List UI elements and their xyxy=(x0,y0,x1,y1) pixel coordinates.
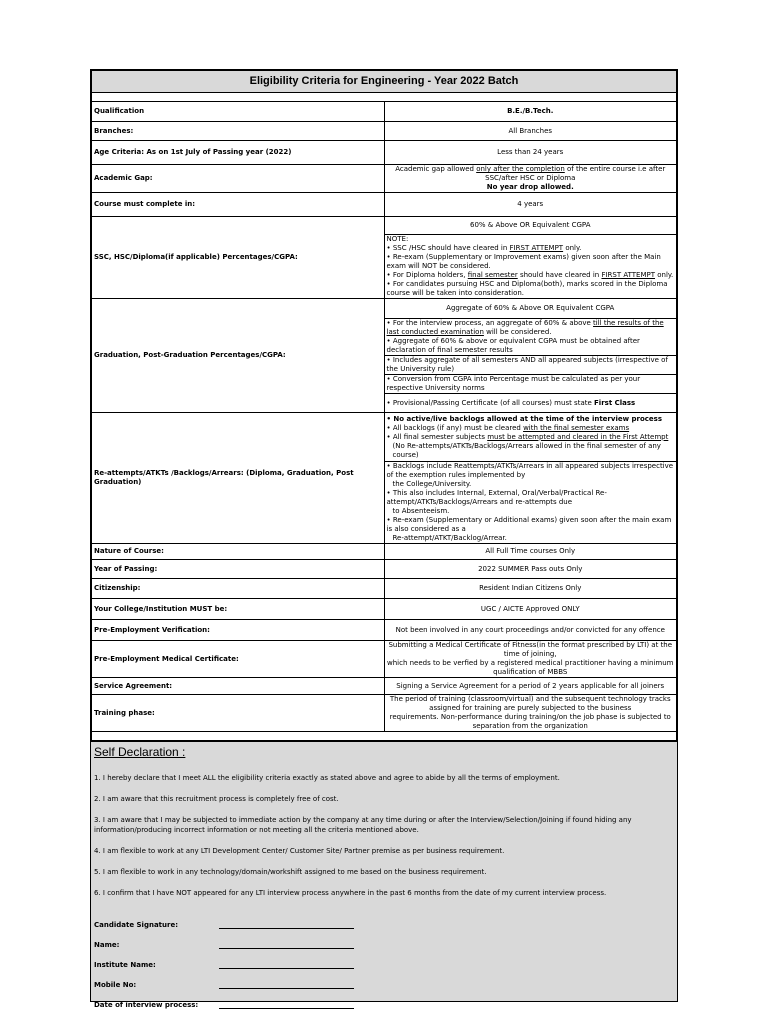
mobile-line[interactable] xyxy=(219,980,354,989)
field-signature xyxy=(94,909,674,929)
value-college: UGC / AICTE Approved ONLY xyxy=(384,599,677,620)
field-institute xyxy=(94,949,674,969)
name-line[interactable] xyxy=(219,940,354,949)
ssc-n3-ul2: FIRST ATTEMPT xyxy=(601,271,656,279)
row-year xyxy=(92,560,677,579)
reattempt-note-8: to Absenteeism. xyxy=(392,507,450,515)
declaration-item-2: 2. I am aware that this recruitment process is completely free of cost. xyxy=(94,795,339,803)
ssc-notes xyxy=(384,235,677,299)
reattempt-note-3 xyxy=(387,433,675,442)
label-training: Training phase: xyxy=(92,695,385,732)
declaration-item-1: 1. I hereby declare that I meet ALL the eligibility criteria exactly as stated above and agree to abide by all the terms of employment. xyxy=(94,774,560,782)
ssc-note-2: • Re-exam (Supplementary or Improvement exams) given soon after the Main exam will NOT be considered. xyxy=(386,253,661,270)
criteria-table xyxy=(91,70,677,741)
gap-no-drop: No year drop allowed. xyxy=(486,183,574,191)
field-label-signature: Candidate Signature: xyxy=(94,921,179,929)
gap-text-ul: only after the completion xyxy=(476,165,565,173)
reattempt-note-6: the College/University. xyxy=(392,480,472,488)
re-r2-ul: with the final semester exams xyxy=(523,423,630,432)
medical-line-1: Submitting a Medical Certificate of Fitness(in the format prescribed by LTI) at the time of joining, xyxy=(388,641,673,658)
field-label-mobile: Mobile No: xyxy=(94,981,137,989)
value-medical xyxy=(384,641,677,678)
ssc-n1-pre: • SSC /HSC should have cleared in xyxy=(386,244,510,252)
value-gap xyxy=(384,165,677,193)
value-preverif: Not been involved in any court proceedings and/or convicted for any offence xyxy=(384,620,677,641)
label-nature: Nature of Course: xyxy=(92,544,385,560)
label-year: Year of Passing: xyxy=(92,560,385,579)
self-declaration-section xyxy=(91,741,677,1009)
signature-line[interactable] xyxy=(219,920,354,929)
reattempt-notes-b xyxy=(384,462,677,544)
grad-note-1 xyxy=(387,319,675,337)
row-medical xyxy=(92,641,677,678)
row-course xyxy=(92,193,677,217)
ssc-n3-ul1: final semester xyxy=(467,271,518,279)
reattempt-note-5: • Backlogs include Reattempts/ATKTs/Arrears in all appeared subjects irrespective of the exemption rules implemented by xyxy=(386,462,674,479)
reattempt-note-2 xyxy=(387,424,675,433)
title-row xyxy=(92,71,677,93)
reattempt-note-1: • No active/live backlogs allowed at the time of the interview process xyxy=(386,414,662,423)
ssc-n1-post: only. xyxy=(563,244,582,252)
reattempt-notes-a xyxy=(384,413,677,462)
training-line-1: The period of training (classroom/virtual) and the subsequent technology tracks assigned for training are purely subjected to the business xyxy=(389,695,671,712)
value-service: Signing a Service Agreement for a period of 2 years applicable for all joiners xyxy=(384,678,677,695)
grad-g5-bold: First Class xyxy=(594,398,636,407)
row-nature xyxy=(92,544,677,560)
row-preverif xyxy=(92,620,677,641)
label-branches: Branches: xyxy=(92,122,385,141)
label-qualification: Qualification xyxy=(92,102,385,122)
label-preverif: Pre-Employment Verification: xyxy=(92,620,385,641)
row-training xyxy=(92,695,677,732)
declaration-item-3: 3. I am aware that I may be subjected to immediate action by the company at any time during or after the Interview/Selection/Joining if found hiding any information/producing incorrect information or not meeting all the criteria mentioned above. xyxy=(94,816,632,834)
sheet-title: Eligibility Criteria for Engineering - Year 2022 Batch xyxy=(92,71,677,93)
declaration-item-4: 4. I am flexible to work at any LTI Development Center/ Customer Site/ Partner premise as per business requirement. xyxy=(94,847,505,855)
spacer-cell xyxy=(92,93,677,102)
label-service: Service Agreement: xyxy=(92,678,385,695)
reattempt-note-4: (No Re-attempts/ATKTs/Backlogs/Arrears allowed in the final semester of any course) xyxy=(392,441,661,459)
re-r2-pre: • All backlogs (if any) must be cleared xyxy=(386,423,524,432)
declaration-title: Self Declaration : xyxy=(94,745,186,759)
grad-note-3: • Includes aggregate of all semesters AND all appeared subjects (irrespective of the University rule) xyxy=(384,356,677,375)
row-ssc-value xyxy=(92,217,677,235)
grad-note-4: • Conversion from CGPA into Percentage must be calculated as per your respective University norms xyxy=(384,375,677,394)
value-citizen: Resident Indian Citizens Only xyxy=(384,579,677,599)
ssc-n1-ul: FIRST ATTEMPT xyxy=(509,244,564,252)
row-college xyxy=(92,599,677,620)
ssc-note-1 xyxy=(387,244,675,253)
date-line[interactable] xyxy=(219,1000,354,1009)
grad-note-2: • Aggregate of 60% & above or equivalent CGPA must be obtained after declaration of final semester results xyxy=(386,337,640,354)
re-r3-pre: • All final semester subjects xyxy=(386,432,488,441)
value-nature: All Full Time courses Only xyxy=(384,544,677,560)
grad-notes-a xyxy=(384,319,677,356)
reattempt-note-9: • Re-exam (Supplementary or Additional exams) given soon after the main exam is also considered as a xyxy=(386,516,672,533)
grad-g1-ul: till the results of the last conducted examination xyxy=(386,319,664,336)
label-age: Age Criteria: As on 1st July of Passing year (2022) xyxy=(92,141,385,165)
row-citizen xyxy=(92,579,677,599)
grad-note-5 xyxy=(384,394,677,413)
field-mobile xyxy=(94,969,674,989)
value-qualification: B.E./B.Tech. xyxy=(384,102,677,122)
label-gap: Academic Gap: xyxy=(92,165,385,193)
row-service xyxy=(92,678,677,695)
declaration-item-5: 5. I am flexible to work in any technology/domain/workshift assigned to me based on the business requirement. xyxy=(94,868,487,876)
field-name xyxy=(94,929,674,949)
value-age: Less than 24 years xyxy=(384,141,677,165)
ssc-n3-pre: • For Diploma holders, xyxy=(386,271,468,279)
label-reattempts: Re-attempts/ATKTs /Backlogs/Arrears: (Diploma, Graduation, Post Graduation) xyxy=(92,413,385,544)
reattempt-note-7: • This also includes Internal, External, Oral/Verbal/Practical Re-attempt/ATKTs/Backlogs/Arrears and re-attempts due xyxy=(386,489,607,506)
value-branches: All Branches xyxy=(384,122,677,141)
ssc-n3-mid: should have cleared in xyxy=(517,271,602,279)
row-age xyxy=(92,141,677,165)
gap-text-2: of the entire course i.e after SSC/after HSC or Diploma xyxy=(485,165,666,182)
ssc-n3-post: only. xyxy=(655,271,674,279)
grad-g1-pre: • For the interview process, an aggregate of 60% & above xyxy=(386,319,594,327)
ssc-note-4: • For candidates pursuing HSC and Diploma(both), marks scored in the Diploma course will be taken into consideration. xyxy=(386,280,668,297)
label-ssc: SSC, HSC/Diploma(if applicable) Percentages/CGPA: xyxy=(92,217,385,299)
row-gap xyxy=(92,165,677,193)
declaration-item-6: 6. I confirm that I have NOT appeared for any LTI interview process anywhere in the past 6 months from the date of my current interview process. xyxy=(94,889,607,897)
grad-g5-pre: • Provisional/Passing Certificate (of all courses) must state xyxy=(386,398,595,407)
label-college: Your College/Institution MUST be: xyxy=(92,599,385,620)
training-line-2: requirements. Non-performance during training/on the job phase is subjected to separation from the organization xyxy=(389,713,671,730)
field-label-name: Name: xyxy=(94,941,120,949)
label-citizen: Citizenship: xyxy=(92,579,385,599)
spacer-cell xyxy=(92,732,677,741)
field-label-institute: Institute Name: xyxy=(94,961,156,969)
ssc-note-head: NOTE: xyxy=(386,235,409,243)
grad-g1-post: will be considered. xyxy=(483,328,552,336)
label-grad: Graduation, Post-Graduation Percentages/CGPA: xyxy=(92,299,385,413)
value-year: 2022 SUMMER Pass outs Only xyxy=(384,560,677,579)
row-qualification xyxy=(92,102,677,122)
value-training xyxy=(384,695,677,732)
value-course: 4 years xyxy=(384,193,677,217)
institute-line[interactable] xyxy=(219,960,354,969)
row-branches xyxy=(92,122,677,141)
re-r3-ul: must be attempted and cleared in the First Attempt xyxy=(487,432,669,441)
reattempt-note-10: Re-attempt/ATKT/Backlog/Arrear. xyxy=(392,534,507,542)
row-reattempt-1 xyxy=(92,413,677,462)
ssc-note-3 xyxy=(387,271,675,280)
eligibility-sheet xyxy=(90,69,678,1009)
medical-line-2: which needs to be verfied by a registered medical practitioner having a minimum qualification of MBBS xyxy=(386,659,674,676)
field-label-date: Date of interview process: xyxy=(94,1001,199,1009)
gap-text-1: Academic gap allowed xyxy=(395,165,477,173)
label-medical: Pre-Employment Medical Certificate: xyxy=(92,641,385,678)
field-date xyxy=(94,989,674,1009)
value-grad: Aggregate of 60% & Above OR Equivalent CGPA xyxy=(384,299,677,319)
label-course: Course must complete in: xyxy=(92,193,385,217)
row-grad-value xyxy=(92,299,677,319)
value-ssc: 60% & Above OR Equivalent CGPA xyxy=(384,217,677,235)
